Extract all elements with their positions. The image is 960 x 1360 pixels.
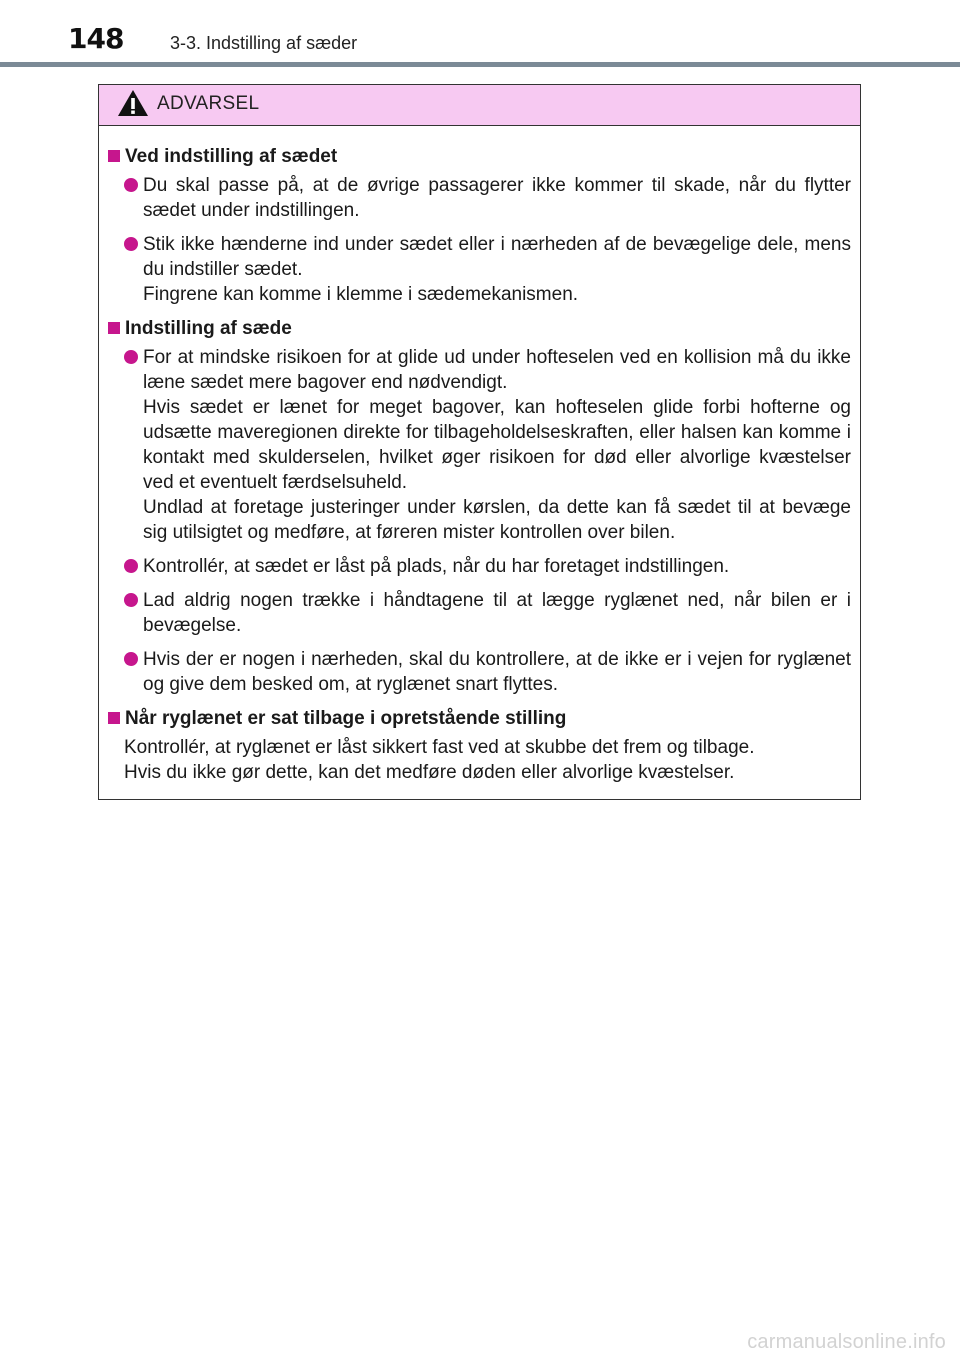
warning-body xyxy=(99,126,860,785)
list-item xyxy=(107,173,852,223)
square-bullet-icon xyxy=(108,322,120,334)
section-heading-text: Ved indstilling af sædet xyxy=(125,146,338,167)
round-bullet-icon xyxy=(124,652,138,666)
header-rule xyxy=(0,62,960,67)
page-number: 148 xyxy=(68,22,124,55)
warning-header xyxy=(99,85,860,126)
round-bullet-icon xyxy=(124,237,138,251)
list-item-text: For at mindske risikoen for at glide ud under hofteselen ved en kollision må du ikke læne sædet mere bagover end nødvendigt. xyxy=(143,347,851,393)
section-heading xyxy=(107,706,852,731)
warning-box xyxy=(98,84,861,800)
watermark: carmanualsonline.info xyxy=(747,1331,946,1353)
page-header xyxy=(0,0,960,66)
list-item-text: Hvis der er nogen i nærheden, skal du kontrollere, at de ikke er i vejen for ryglænet og give dem besked om, at ryglænet snart flyttes. xyxy=(143,649,851,695)
round-bullet-icon xyxy=(124,593,138,607)
section-heading xyxy=(107,144,852,169)
section-heading-text: Indstilling af sæde xyxy=(125,318,292,339)
list-item-text: Lad aldrig nogen trække i håndtagene til at lægge ryglænet ned, når bilen er i bevægelse. xyxy=(143,590,851,636)
list-item-text: Kontrollér, at sædet er låst på plads, når du har foretaget indstillingen. xyxy=(143,556,730,577)
section-heading xyxy=(107,316,852,341)
list-item-text: Hvis sædet er lænet for meget bagover, kan hofteselen glide forbi hofterne og udsætte maveregionen direkte for tilbageholdelseskraften, eller halsen kan komme i kontakt med skulderselen, hvilket øger risikoen for død eller alvorlige kvæstelser ved et eventuelt færdselsuheld. xyxy=(143,397,851,493)
list-item-text: Fingrene kan komme i klemme i sædemekanismen. xyxy=(143,284,579,305)
list-item xyxy=(107,554,852,579)
square-bullet-icon xyxy=(108,150,120,162)
list-item xyxy=(107,588,852,638)
list-item-text: Undlad at foretage justeringer under kørslen, da dette kan få sædet til at bevæge sig utilsigtet og medføre, at føreren mister kontrollen over bilen. xyxy=(143,497,851,543)
square-bullet-icon xyxy=(108,712,120,724)
list-item-text: Du skal passe på, at de øvrige passagerer ikke kommer til skade, når du flytter sædet under indstillingen. xyxy=(143,175,851,221)
warning-label: ADVARSEL xyxy=(157,93,260,114)
round-bullet-icon xyxy=(124,178,138,192)
paragraph xyxy=(107,735,852,785)
section-heading-text: Når ryglænet er sat tilbage i opretstående stilling xyxy=(125,708,567,729)
list-item xyxy=(107,232,852,307)
warning-triangle-icon xyxy=(117,88,149,118)
round-bullet-icon xyxy=(124,350,138,364)
list-item xyxy=(107,647,852,697)
list-item-text: Stik ikke hænderne ind under sædet eller i nærheden af de bevægelige dele, mens du indstiller sædet. xyxy=(143,234,851,280)
round-bullet-icon xyxy=(124,559,138,573)
list-item xyxy=(107,345,852,545)
section-title: 3-3. Indstilling af sæder xyxy=(170,33,358,53)
paragraph-text: Kontrollér, at ryglænet er låst sikkert fast ved at skubbe det frem og tilbage. xyxy=(124,737,755,758)
paragraph-text: Hvis du ikke gør dette, kan det medføre døden eller alvorlige kvæstelser. xyxy=(124,762,735,783)
